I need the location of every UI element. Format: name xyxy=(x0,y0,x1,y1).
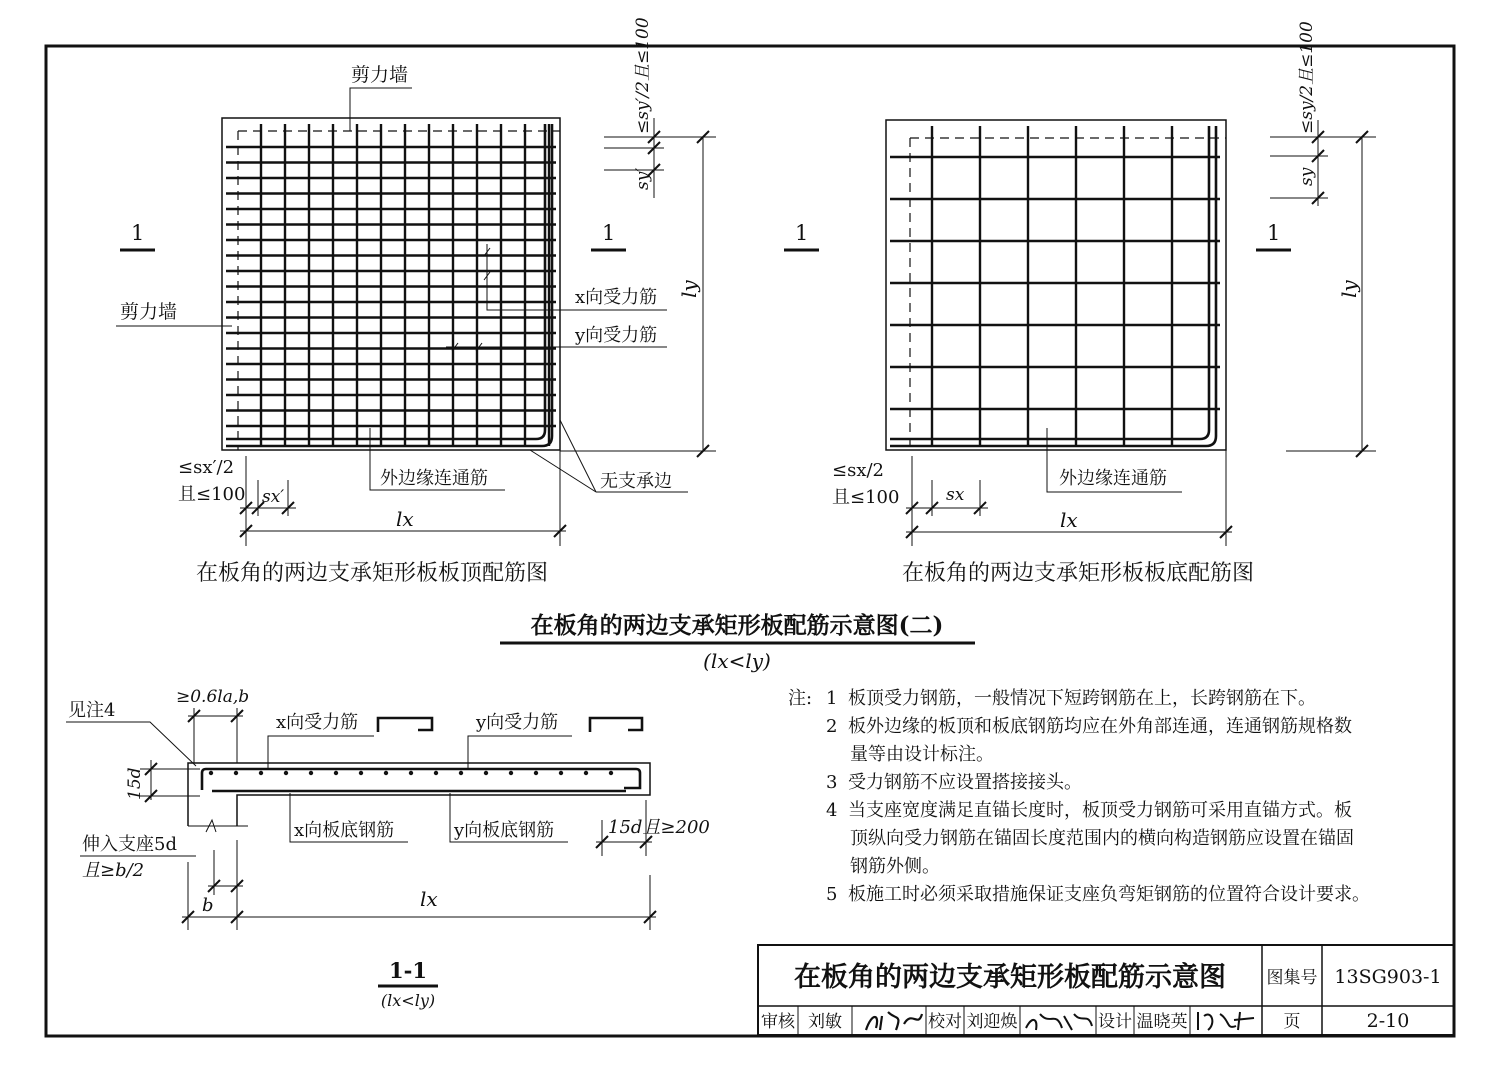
distribution-bar-dot xyxy=(434,771,438,775)
free-edge-label: 无支承边 xyxy=(600,471,672,492)
check-label: 校对 xyxy=(928,1012,962,1032)
anchor-length-label: ≥0.6la,b xyxy=(176,687,250,707)
title-block-title: 在板角的两边支承矩形板配筋示意图 xyxy=(794,962,1226,993)
hook-label: 15d xyxy=(125,767,145,800)
section-x-bottom-label: x向板底钢筋 xyxy=(294,820,395,841)
distribution-bar-dot xyxy=(609,771,613,775)
main-title: 在板角的两边支承矩形板配筋示意图(二) xyxy=(530,612,944,639)
section-x-bar-label: x向受力筋 xyxy=(276,712,359,733)
support-embed-label: 伸入支座5d xyxy=(82,834,177,855)
x-bar-label: x向受力筋 xyxy=(575,287,658,308)
checker-signature xyxy=(1026,1014,1092,1030)
dim-sx-note2-right: 且≤100 xyxy=(832,487,900,508)
section-mark-left-a: 1 xyxy=(131,221,145,245)
hook-length-label: 15d且≥200 xyxy=(608,817,710,838)
top-plan-caption: 在板角的两边支承矩形板板顶配筋图 xyxy=(196,561,549,586)
design-label: 设计 xyxy=(1098,1012,1132,1032)
atlas-number: 13SG903-1 xyxy=(1334,966,1442,988)
distribution-bar-dot xyxy=(509,771,513,775)
distribution-bar-dot xyxy=(284,771,288,775)
edge-bar-inner xyxy=(226,124,545,439)
notes-block xyxy=(788,688,1370,905)
section-1-1 xyxy=(66,687,710,1010)
x-bar-shape-symbol xyxy=(378,718,432,732)
see-note-leader xyxy=(66,722,196,766)
dim-sy-note: ≤sy′/2且≤100 xyxy=(633,17,653,134)
note-number: 1 xyxy=(826,688,838,709)
distribution-bar-dot xyxy=(559,771,563,775)
distribution-bar-dot xyxy=(384,771,388,775)
y-bottom-rebar-set xyxy=(932,126,1172,446)
reviewer-signature xyxy=(866,1012,922,1030)
section-mark-right-b: 1 xyxy=(1267,221,1281,245)
note-number: 4 xyxy=(826,800,838,821)
note-number: 3 xyxy=(826,772,838,793)
section-mark-left-b: 1 xyxy=(602,221,616,245)
slab-outline xyxy=(222,118,560,450)
title-block xyxy=(758,945,1454,1035)
edge-continuous-bars-right xyxy=(890,126,1216,446)
edge-bar-outer-right xyxy=(890,126,1216,446)
section-y-bar-label: y向受力筋 xyxy=(476,712,559,733)
section-top-bar xyxy=(202,769,640,790)
note-number: 5 xyxy=(826,884,838,905)
free-edge-leader-1 xyxy=(560,420,596,492)
dim-sy-note-right: ≤sy/2且≤100 xyxy=(1297,21,1317,134)
distribution-bar-dot xyxy=(584,771,588,775)
bottom-plan-caption: 在板角的两边支承矩形板板底配筋图 xyxy=(902,561,1255,586)
distribution-bar-dot xyxy=(534,771,538,775)
section-lx-label: lx xyxy=(420,887,438,911)
note-text: 受力钢筋不应设置搭接接头。 xyxy=(848,772,1082,793)
edge-continuous-bars xyxy=(226,124,552,446)
designer-signature xyxy=(1198,1012,1254,1030)
x-rebar-set xyxy=(226,147,556,426)
wall-top-label: 剪力墙 xyxy=(351,64,409,86)
distribution-bar-dot xyxy=(359,771,363,775)
bottom-rebar-plan xyxy=(784,21,1376,586)
section-y-bar-leader xyxy=(468,736,572,770)
atlas-label: 图集号 xyxy=(1266,968,1318,988)
distribution-bar-dot xyxy=(334,771,338,775)
dim-sx-note: ≤sx′/2 xyxy=(178,457,235,478)
section-y-bottom-label: y向板底钢筋 xyxy=(454,820,555,841)
y-bar-shape-symbol xyxy=(590,718,642,732)
edge-bar-label-right: 外边缘连通筋 xyxy=(1059,468,1167,489)
distribution-bar-dot xyxy=(409,771,413,775)
distribution-bar-dot xyxy=(309,771,313,775)
dim-sy-label-right: sy xyxy=(1297,167,1317,186)
dim-sx-label-right: sx xyxy=(946,485,965,505)
designer-name: 温晓英 xyxy=(1136,1012,1188,1032)
notes-lines xyxy=(826,688,1370,905)
distribution-bar-dot xyxy=(484,771,488,775)
distribution-bar-dot xyxy=(259,771,263,775)
note-text: 板外边缘的板顶和板底钢筋均应在外角部连通，连通钢筋规格数 xyxy=(848,716,1352,737)
dim-lx-label-right: lx xyxy=(1060,508,1078,532)
checker-name: 刘迎焕 xyxy=(966,1012,1018,1032)
note-text: 板施工时必须采取措施保证支座负弯矩钢筋的位置符合设计要求。 xyxy=(848,884,1370,905)
section-x-bar-leader xyxy=(268,736,374,770)
note-text: 顶纵向受力钢筋在锚固长度范围内的横向构造钢筋应设置在锚固 xyxy=(850,828,1354,849)
support-embed-label-2: 且≥b/2 xyxy=(82,860,145,881)
free-edge-leader-2 xyxy=(530,450,596,492)
dim-b-label: b xyxy=(202,895,214,916)
section-mark-right-a: 1 xyxy=(795,221,809,245)
dim-sx-note-right: ≤sx/2 xyxy=(832,460,884,481)
dim-lx-label: lx xyxy=(396,507,414,531)
main-condition: (lx<ly) xyxy=(703,649,771,673)
dim-sy-label: sy′ xyxy=(633,167,653,190)
dim-ly-label-right: ly xyxy=(1337,280,1361,298)
review-label: 审核 xyxy=(761,1012,795,1032)
dim-sx-note2: 且≤100 xyxy=(178,484,246,505)
note-text: 钢筋外侧。 xyxy=(850,856,940,877)
slab-outline-right xyxy=(886,120,1226,450)
dim-ly-label: ly xyxy=(677,280,701,298)
see-note-label: 见注4 xyxy=(68,700,116,721)
reviewer-name: 刘敏 xyxy=(808,1012,842,1032)
top-rebar-plan xyxy=(116,17,716,586)
distribution-bar-dot xyxy=(209,771,213,775)
distribution-bar-dot xyxy=(459,771,463,775)
note-text: 当支座宽度满足直锚长度时，板顶受力钢筋可采用直锚方式。板 xyxy=(848,800,1352,821)
dim-sx-label: sx′ xyxy=(262,487,285,507)
wall-left-label: 剪力墙 xyxy=(120,301,178,323)
notes-lead: 注: xyxy=(788,688,813,709)
page-number: 2-10 xyxy=(1366,1010,1410,1032)
note-text: 量等由设计标注。 xyxy=(850,744,994,765)
section-distribution-bars xyxy=(209,771,613,775)
distribution-bar-dot xyxy=(234,771,238,775)
section-title: 1-1 xyxy=(389,958,427,983)
edge-bar-label: 外边缘连通筋 xyxy=(380,468,488,489)
section-outline xyxy=(188,763,650,826)
edge-bar-outer xyxy=(226,124,552,446)
note-text: 板顶受力钢筋，一般情况下短跨钢筋在上，长跨钢筋在下。 xyxy=(848,688,1316,709)
page-label: 页 xyxy=(1283,1012,1301,1032)
y-rebar-set xyxy=(261,124,549,446)
note-number: 2 xyxy=(826,716,838,737)
section-condition: (lx<ly) xyxy=(380,991,436,1010)
x-bottom-rebar-set xyxy=(890,157,1220,409)
y-bar-label: y向受力筋 xyxy=(575,325,658,346)
